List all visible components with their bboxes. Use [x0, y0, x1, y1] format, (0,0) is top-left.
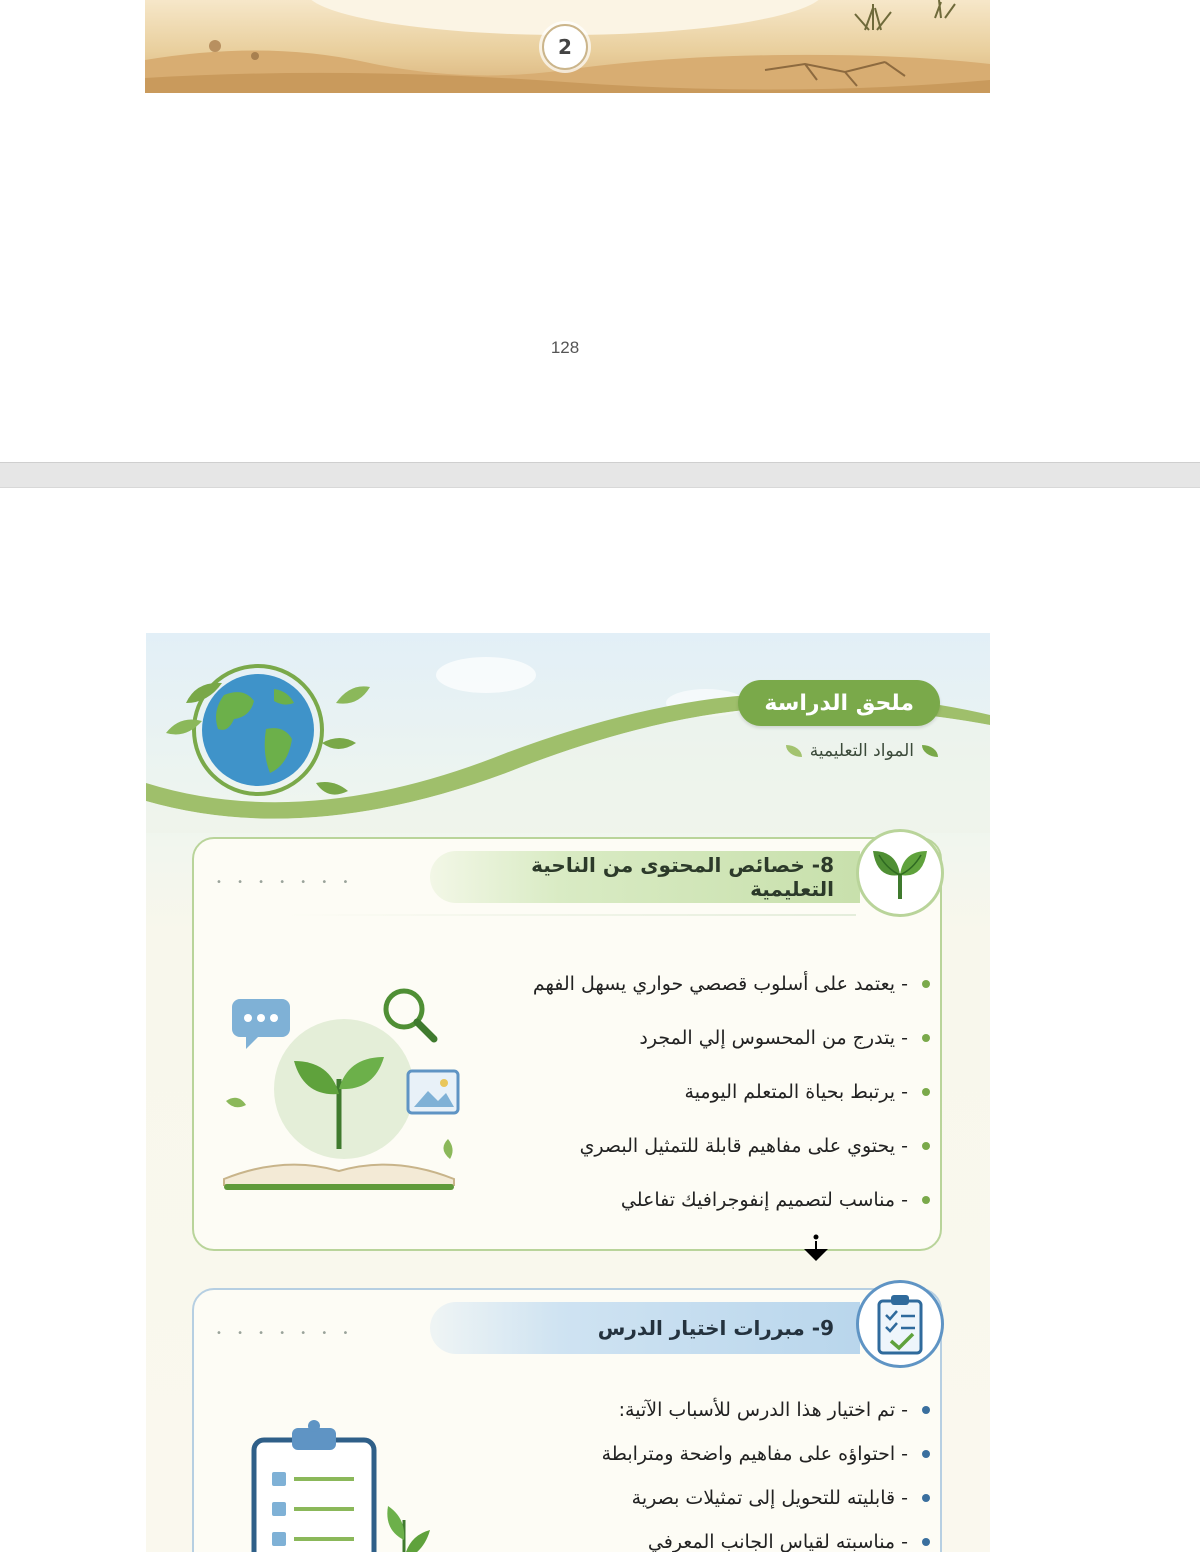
bullet-icon: [922, 1034, 930, 1042]
previous-page: [0, 0, 1200, 462]
leaf-icon: [786, 745, 802, 757]
page-separator: [0, 462, 1200, 488]
leaf-icon: [922, 745, 938, 757]
section-heading: 9- مبررات اختيار الدرس: [430, 1302, 860, 1354]
section-lesson-justifications: [192, 1288, 942, 1552]
clipboard-check-icon: [856, 1280, 944, 1368]
list-item: - مناسبته لقياس الجانب المعرفي: [602, 1520, 930, 1552]
study-appendix-page: [146, 633, 990, 1552]
lesson-justifications-list: [602, 1388, 930, 1552]
bullet-icon: [922, 1406, 930, 1414]
list-item: - تم اختيار هذا الدرس للأسباب الآتية:: [602, 1388, 930, 1432]
bullet-icon: [922, 1494, 930, 1502]
clipboard-illustration-icon: [234, 1410, 454, 1552]
section-content-characteristics: [192, 837, 942, 1251]
list-item: - يرتبط بحياة المتعلم اليومية: [533, 1065, 930, 1119]
globe-leaves-icon: [146, 633, 990, 833]
subtitle-text: المواد التعليمية: [809, 741, 914, 761]
appendix-title: ملحق الدراسة: [738, 680, 940, 726]
page-badge: 2: [542, 24, 588, 70]
book-plant-illustration-icon: [214, 979, 464, 1199]
bullet-icon: [922, 1450, 930, 1458]
bullet-icon: [922, 1142, 930, 1150]
bullet-icon: [922, 1088, 930, 1096]
bullet-icon: [922, 1196, 930, 1204]
page-number: 128: [550, 338, 580, 357]
sprout-icon: [856, 829, 944, 917]
heading-underline: [286, 914, 856, 916]
list-item: - يحتوي على مفاهيم قابلة للتمثيل البصري: [533, 1119, 930, 1173]
list-item: - يتدرج من المحسوس إلي المجرد: [533, 1011, 930, 1065]
dotted-divider: • • • • • • •: [216, 877, 355, 888]
bullet-icon: [922, 1538, 930, 1546]
content-characteristics-list: [533, 957, 930, 1227]
list-item: - يعتمد على أسلوب قصصي حواري يسهل الفهم: [533, 957, 930, 1011]
pointer-arrow-icon: [801, 1233, 831, 1263]
list-item: - احتواؤه على مفاهيم واضحة ومترابطة: [602, 1432, 930, 1476]
appendix-subtitle: [786, 741, 938, 761]
list-item: - مناسب لتصميم إنفوجرافيك تفاعلي: [533, 1173, 930, 1227]
dotted-divider: • • • • • • •: [216, 1328, 355, 1339]
section-heading: 8- خصائص المحتوى من الناحية التعليمية: [430, 851, 860, 903]
list-item: - قابليته للتحويل إلى تمثيلات بصرية: [602, 1476, 930, 1520]
bullet-icon: [922, 980, 930, 988]
